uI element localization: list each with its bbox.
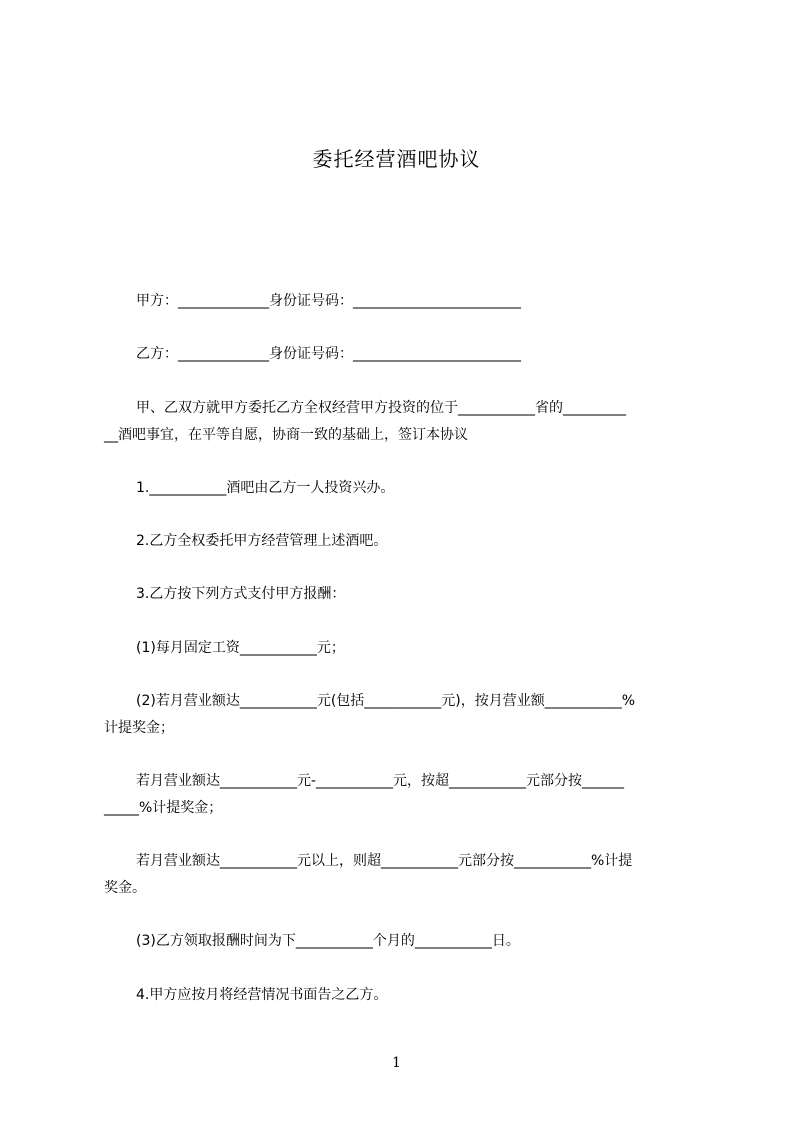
intro-line-1: 甲、乙双方就甲方委托乙方全权经营甲方投资的位于___________省的_________ bbox=[136, 400, 626, 416]
tier-3-line-2: 奖金。 bbox=[104, 880, 146, 896]
tier-2-line-1: 若月营业额达___________元-___________元，按超___________元部分按______ bbox=[136, 773, 625, 789]
clause-3-2-line-2: 计提奖金； bbox=[104, 720, 174, 736]
document-title: 委托经营酒吧协议 bbox=[312, 147, 481, 171]
page-number: 1 bbox=[392, 1055, 401, 1071]
clause-3: 3.乙方按下列方式支付甲方报酬： bbox=[136, 586, 346, 602]
clause-1: 1.___________酒吧由乙方一人投资兴办。 bbox=[136, 480, 395, 496]
tier-2-line-2: _____%计提奖金； bbox=[104, 800, 223, 816]
clause-4: 4.甲方应按月将经营情况书面告之乙方。 bbox=[136, 987, 388, 1003]
clause-3-2-line-1: (2)若月营业额达___________元(包括___________元)，按月营业额___________% bbox=[136, 693, 636, 709]
party-b-line: 乙方：_____________身份证号码：________________________ bbox=[136, 346, 521, 362]
clause-2: 2.乙方全权委托甲方经营管理上述酒吧。 bbox=[136, 533, 388, 549]
tier-3-line-1: 若月营业额达___________元以上，则超___________元部分按___________%计提 bbox=[136, 853, 633, 869]
intro-line-2: __酒吧事宜，在平等自愿，协商一致的基础上，签订本协议 bbox=[104, 427, 468, 443]
clause-3-3: (3)乙方领取报酬时间为下___________个月的___________日。 bbox=[136, 933, 520, 949]
party-a-line: 甲方：_____________身份证号码：________________________ bbox=[136, 293, 521, 309]
clause-3-1: (1)每月固定工资___________元； bbox=[136, 640, 345, 656]
